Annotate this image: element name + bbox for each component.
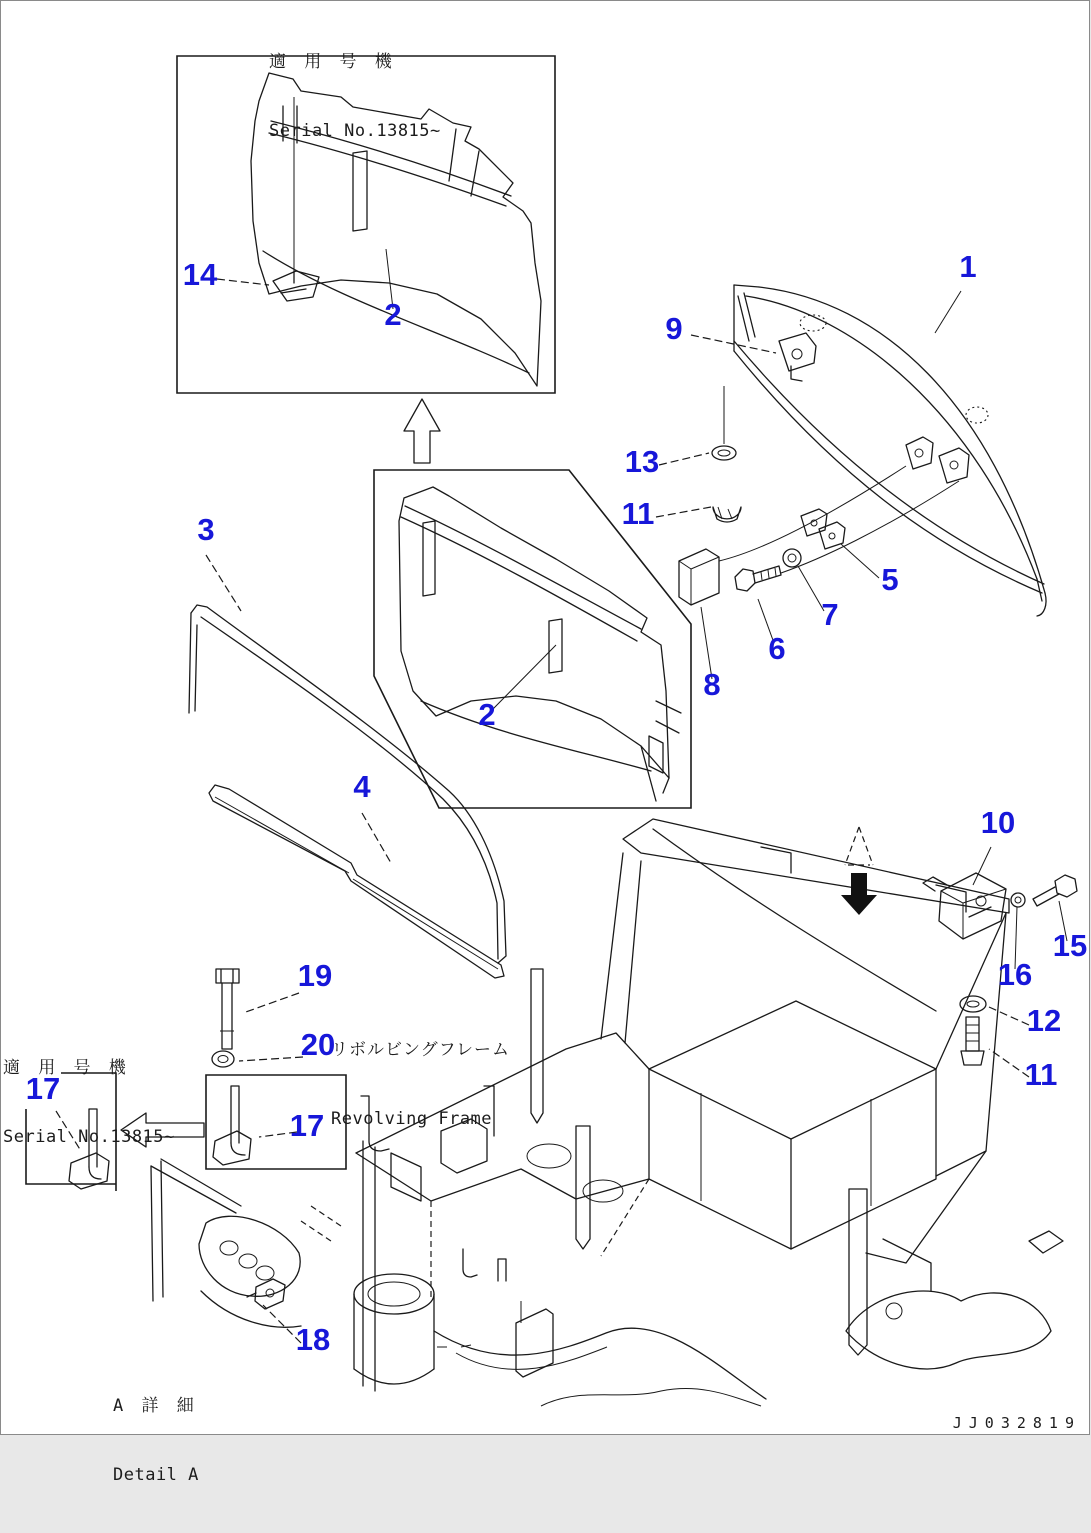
exploded-view-drawing: [1, 1, 1091, 1436]
callout-14: 14: [182, 257, 218, 292]
striker-set-5: [801, 509, 845, 549]
callout-1: 1: [959, 249, 977, 284]
callout-13: 13: [624, 444, 660, 479]
callout-17: 17: [289, 1108, 325, 1143]
top-serial-note: [269, 5, 441, 189]
dashed-caret-icon: [845, 827, 873, 865]
callout-20: 20: [300, 1027, 336, 1062]
latch-bracket-9: [779, 333, 816, 381]
callout-2: 2: [478, 697, 496, 732]
callout-11: 11: [1024, 1057, 1058, 1092]
callout-19: 19: [297, 958, 333, 993]
revolving-frame-jp: リボルビングフレーム: [331, 1040, 510, 1060]
callout-18: 18: [295, 1322, 331, 1357]
callout-4: 4: [353, 769, 371, 804]
bolt-6: [735, 566, 781, 591]
callout-8: 8: [703, 667, 721, 702]
top-serial-jp: 適 用 号 機: [269, 52, 396, 72]
mid-serial-en: Serial No.13815~: [3, 1127, 175, 1147]
callout-7: 7: [821, 597, 839, 632]
callout-17: 17: [25, 1071, 61, 1106]
grommet-13: [712, 386, 736, 460]
down-arrow-icon: [841, 873, 877, 915]
cap-nut-11-upper: [713, 507, 741, 522]
callout-5: 5: [881, 562, 899, 597]
callout-layer: [26, 249, 1087, 1357]
mid-serial-jp: 適 用 号 機: [3, 1058, 130, 1078]
leader-lines: [206, 249, 1067, 1343]
callout-3: 3: [197, 512, 215, 547]
bolt-11-lower: [961, 1017, 984, 1065]
detail-a-jp: A 詳 細: [113, 1396, 198, 1416]
top-serial-en: Serial No.13815~: [269, 121, 441, 141]
drawing-number: JJ032819: [952, 1414, 1081, 1432]
callout-10: 10: [980, 805, 1016, 840]
trim-strip-4: [209, 785, 504, 978]
bolt-15: [1033, 875, 1077, 906]
washer-12: [960, 996, 986, 1012]
seal-strip-3: [189, 605, 506, 963]
bolt-19: [216, 969, 239, 1049]
up-arrow-icon: [404, 399, 440, 463]
detail-a-note: [113, 1349, 199, 1533]
callout-6: 6: [768, 631, 786, 666]
detail-a-marker: [841, 827, 877, 915]
callout-16: 16: [997, 957, 1033, 992]
washer-20: [212, 1051, 234, 1067]
callout-2: 2: [384, 297, 402, 332]
callout-12: 12: [1026, 1003, 1062, 1038]
washer-16: [1011, 893, 1025, 907]
hook-17-right: [213, 1086, 251, 1165]
callout-15: 15: [1052, 928, 1088, 963]
clamp-18: [247, 1279, 285, 1309]
detail-a-drawing: [151, 1159, 471, 1347]
revolving-frame-note: [331, 993, 510, 1177]
detail-box-17-right: [206, 1075, 346, 1169]
mid-serial-note: [3, 1011, 175, 1195]
detail-a-en: Detail A: [113, 1465, 199, 1485]
callout-9: 9: [665, 311, 683, 346]
cover-panel-mid: [399, 487, 681, 801]
revolving-frame-en: Revolving Frame: [331, 1109, 493, 1129]
pad-8: [679, 549, 719, 605]
washer-7: [783, 549, 801, 567]
callout-11: 11: [621, 496, 655, 531]
